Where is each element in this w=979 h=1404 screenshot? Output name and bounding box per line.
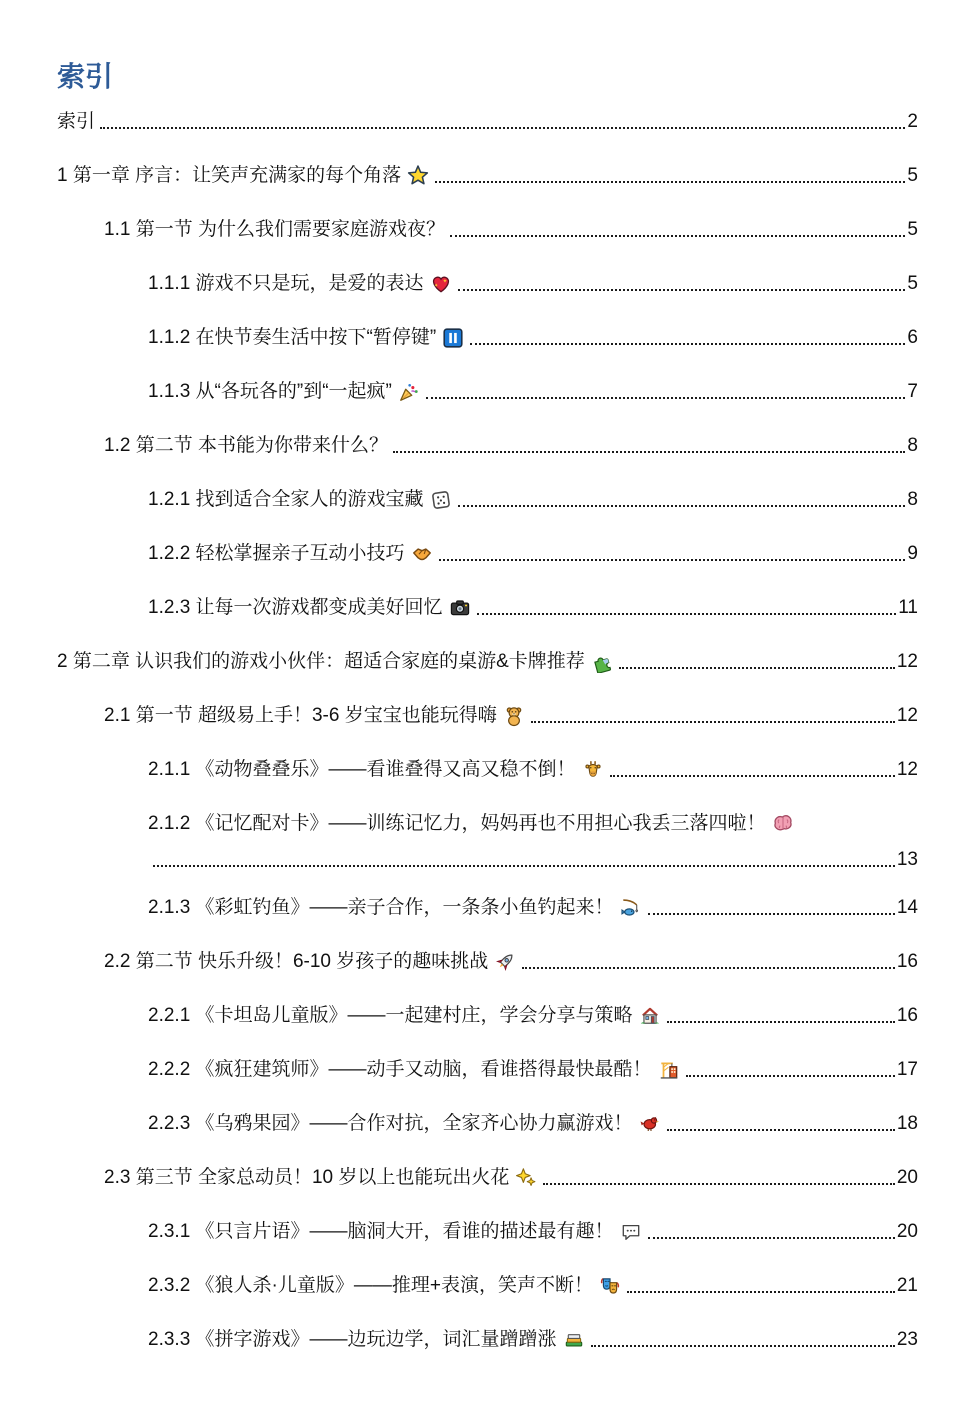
page-number: 8: [907, 435, 918, 456]
fishing-pole-icon: [620, 897, 642, 919]
toc-entry[interactable]: [57, 705, 918, 727]
dotted-leader: [522, 967, 895, 969]
teddy-bear-icon: [503, 705, 525, 727]
toc-entry[interactable]: [57, 381, 918, 403]
dotted-leader: [531, 721, 895, 723]
toc-entry-text: 1.2 第二节 本书能为你带来什么？: [104, 435, 388, 456]
toc-entry-text: 1.2.3 让每一次游戏都变成美好回忆: [148, 597, 443, 618]
puzzle-piece-icon: [591, 651, 613, 673]
house-with-garden-icon: [639, 1005, 661, 1027]
toc-entry[interactable]: [57, 1113, 918, 1135]
dotted-leader: [627, 1291, 895, 1293]
dotted-leader: [591, 1345, 895, 1347]
dotted-leader: [458, 505, 906, 507]
dotted-leader: [619, 667, 895, 669]
dotted-leader: [667, 1021, 895, 1023]
toc-entry-text: 2.3.2 《狼人杀·儿童版》——推理+表演，笑声不断！: [148, 1275, 593, 1296]
page-number: 12: [896, 759, 918, 780]
toc-entry-text: 2.1.3 《彩虹钓鱼》——亲子合作，一条条小鱼钓起来！: [148, 897, 614, 918]
toc-entry-text: 索引: [57, 111, 96, 132]
toc-entry-text: 1.1 第一节 为什么我们需要家庭游戏夜？: [104, 219, 445, 240]
toc-entry-text: 1.2.1 找到适合全家人的游戏宝藏: [148, 489, 424, 510]
page-number: 16: [896, 951, 918, 972]
dotted-leader: [648, 913, 895, 915]
page-number: 2: [907, 111, 918, 132]
toc-entry[interactable]: [57, 165, 918, 187]
page-number: 21: [896, 1275, 918, 1296]
dotted-leader: [435, 181, 905, 183]
books-icon: [563, 1329, 585, 1351]
page-number: 9: [907, 543, 918, 564]
toc-entry[interactable]: [57, 489, 918, 511]
dotted-leader: [426, 397, 906, 399]
dotted-leader: [667, 1129, 895, 1131]
toc-entry-text: 2.2.2 《疯狂建筑师》——动手又动脑，看谁搭得最快最酷！: [148, 1059, 652, 1080]
bird-icon: [639, 1113, 661, 1135]
dotted-leader: [648, 1237, 895, 1239]
toc-entry-text: 2.2.3 《乌鸦果园》——合作对抗，全家齐心协力赢游戏！: [148, 1113, 633, 1134]
page-number: 12: [896, 705, 918, 726]
handshake-icon: [411, 543, 433, 565]
dotted-leader: [100, 127, 905, 129]
toc-entry[interactable]: [57, 759, 918, 781]
toc-entry[interactable]: [57, 219, 918, 241]
toc-entry[interactable]: [57, 273, 918, 295]
toc-entry-text: 2.2 第二节 快乐升级！6-10 岁孩子的趣味挑战: [104, 951, 489, 972]
toc-entry[interactable]: [57, 897, 918, 919]
sparkling-heart-icon: [430, 273, 452, 295]
page-number: 17: [896, 1059, 918, 1080]
toc-entry[interactable]: [57, 651, 918, 673]
toc-entry-text: 2 第二章 认识我们的游戏小伙伴：超适合家庭的桌游&卡牌推荐: [57, 651, 585, 672]
page-number: 18: [896, 1113, 918, 1134]
game-die-icon: [430, 489, 452, 511]
building-construction-icon: [658, 1059, 680, 1081]
toc-entry[interactable]: [57, 1221, 918, 1243]
dotted-leader: [686, 1075, 895, 1077]
toc-entry[interactable]: [57, 1059, 918, 1081]
dotted-leader: [439, 559, 906, 561]
page-number: 20: [896, 1221, 918, 1242]
page-number: 11: [898, 597, 918, 618]
toc-entry-text: 2.1.1 《动物叠叠乐》——看谁叠得又高又稳不倒！: [148, 759, 576, 780]
dotted-leader: [393, 451, 905, 453]
toc-entry-text: 1.1.1 游戏不只是玩，是爱的表达: [148, 273, 424, 294]
toc-entry[interactable]: [57, 1167, 918, 1189]
page-number: 12: [896, 651, 918, 672]
page-number: 16: [896, 1005, 918, 1026]
dotted-leader: [470, 343, 905, 345]
dotted-leader: [450, 235, 905, 237]
toc-entry-text: 2.3.1 《只言片语》——脑洞大开，看谁的描述最有趣！: [148, 1221, 614, 1242]
toc-entry-text: 1.1.2 在快节奏生活中按下“暂停键”: [148, 327, 437, 348]
dotted-leader: [153, 865, 895, 867]
dotted-leader: [610, 775, 895, 777]
toc-entry-text: 2.1 第一节 超级易上手！3-6 岁宝宝也能玩得嗨: [104, 705, 497, 726]
speech-balloon-icon: [620, 1221, 642, 1243]
dotted-leader: [458, 289, 906, 291]
page-number: 5: [907, 219, 918, 240]
toc-entry[interactable]: [57, 1329, 918, 1351]
performing-arts-icon: [599, 1275, 621, 1297]
page-title: 索引: [57, 61, 114, 92]
dotted-leader: [477, 613, 897, 615]
toc-entry[interactable]: [57, 543, 918, 565]
toc-entry[interactable]: [57, 849, 918, 871]
page-number: 23: [896, 1329, 918, 1350]
party-popper-icon: [398, 381, 420, 403]
page-number: 20: [896, 1167, 918, 1188]
toc-entry-text: 1.2.2 轻松掌握亲子互动小技巧: [148, 543, 405, 564]
toc-entry[interactable]: [57, 327, 918, 349]
rocket-icon: [494, 951, 516, 973]
page-number: 14: [896, 897, 918, 918]
page-number: 5: [907, 165, 918, 186]
toc-entry[interactable]: [57, 813, 918, 835]
toc-entry[interactable]: [57, 435, 918, 457]
glowing-star-icon: [407, 165, 429, 187]
toc-entry[interactable]: [57, 597, 918, 619]
page-number: 6: [907, 327, 918, 348]
page-number: 7: [907, 381, 918, 402]
pause-button-icon: [442, 327, 464, 349]
sparkles-icon: [515, 1167, 537, 1189]
toc-entry-text: 1.1.3 从“各玩各的”到“一起疯”: [148, 381, 392, 402]
brain-icon: [772, 813, 794, 835]
page-number: 13: [896, 849, 918, 870]
table-of-contents: [57, 111, 918, 1351]
camera-icon: [449, 597, 471, 619]
page-number: 8: [907, 489, 918, 510]
toc-entry[interactable]: [57, 951, 918, 973]
toc-entry[interactable]: [57, 111, 918, 133]
toc-entry-text: 2.3.3 《拼字游戏》——边玩边学，词汇量蹭蹭涨: [148, 1329, 557, 1350]
toc-entry[interactable]: [57, 1005, 918, 1027]
toc-entry-text: 2.3 第三节 全家总动员！10 岁以上也能玩出火花: [104, 1167, 510, 1188]
toc-entry-text: 2.1.2 《记忆配对卡》——训练记忆力，妈妈再也不用担心我丢三落四啦！: [148, 813, 766, 834]
toc-entry-text: 1 第一章 序言：让笑声充满家的每个角落: [57, 165, 402, 186]
page-number: 5: [907, 273, 918, 294]
toc-entry-text: 2.2.1 《卡坦岛儿童版》——一起建村庄，学会分享与策略: [148, 1005, 633, 1026]
dotted-leader: [543, 1183, 894, 1185]
giraffe-icon: [582, 759, 604, 781]
toc-entry[interactable]: [57, 1275, 918, 1297]
